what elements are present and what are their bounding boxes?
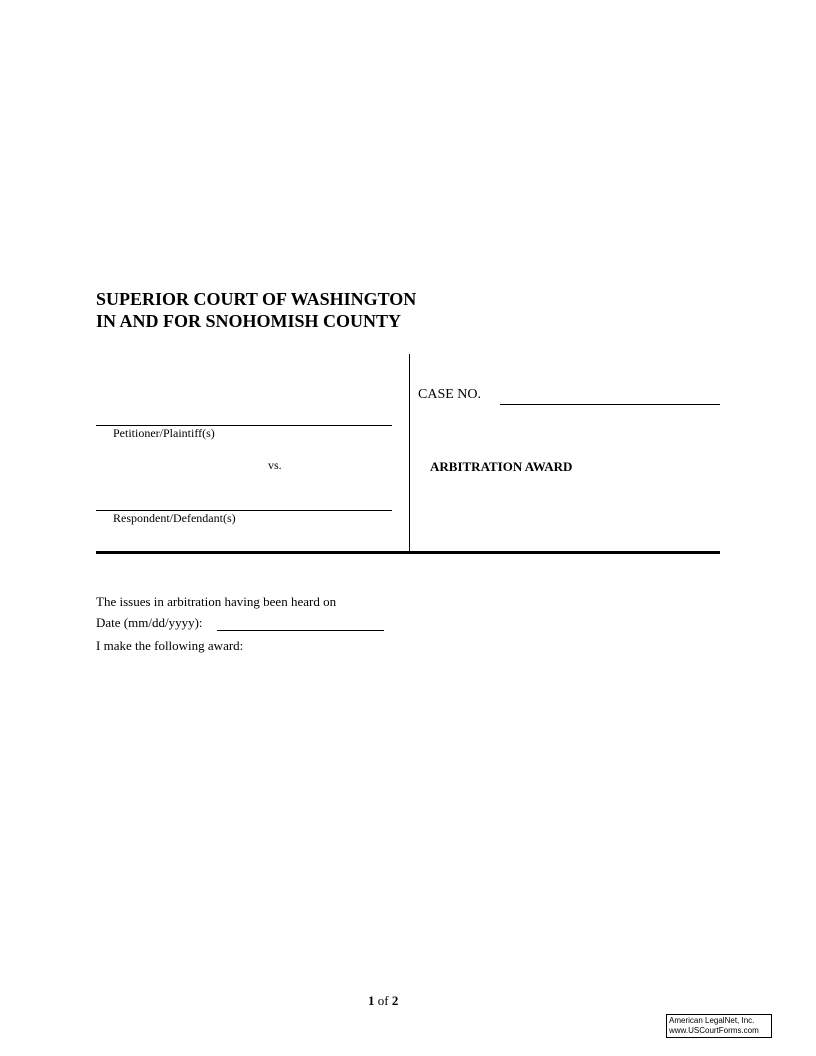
respondent-label: Respondent/Defendant(s) (113, 511, 236, 525)
page-total: 2 (391, 993, 399, 1008)
publisher-name: American LegalNet, Inc. (669, 1016, 755, 1025)
petitioner-label: Petitioner/Plaintiff(s) (113, 426, 215, 440)
page-current: 1 (368, 993, 375, 1008)
case-number-label: CASE NO. (418, 387, 482, 402)
date-field[interactable] (217, 615, 384, 631)
page-of: of (377, 993, 389, 1008)
court-title-line1: SUPERIOR COURT OF WASHINGTON (96, 289, 417, 309)
publisher-url: www.USCourtForms.com (669, 1026, 759, 1035)
vs-label: vs. (268, 458, 282, 472)
court-title (96, 288, 416, 332)
award-intro-text: I make the following award: (96, 638, 244, 653)
caption-divider-vertical (409, 354, 410, 552)
case-number-field[interactable] (500, 388, 720, 405)
caption-divider-thick (96, 551, 720, 554)
publisher-stamp (666, 1014, 772, 1038)
page-number (368, 993, 398, 1009)
body-intro-text: The issues in arbitration having been heard on (96, 594, 337, 609)
court-title-line2: IN AND FOR SNOHOMISH COUNTY (96, 311, 402, 331)
document-title: ARBITRATION AWARD (430, 459, 573, 474)
date-label: Date (mm/dd/yyyy): (96, 615, 203, 630)
